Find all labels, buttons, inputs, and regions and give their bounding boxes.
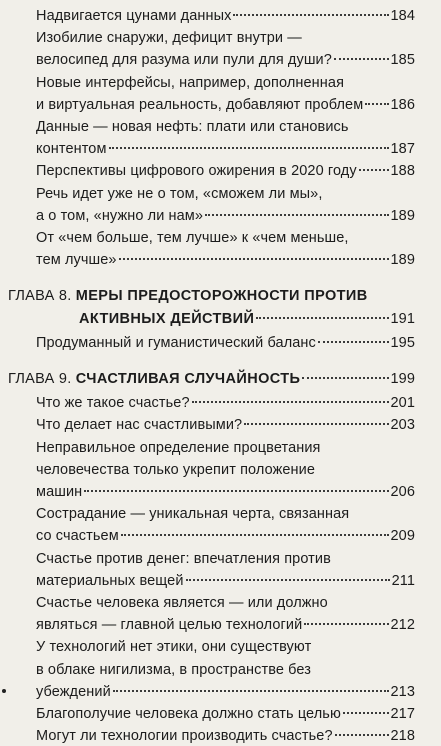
toc-entry-line xyxy=(36,549,415,569)
dot-leader xyxy=(335,734,389,736)
dot-leader xyxy=(318,341,389,343)
toc-entry xyxy=(36,682,415,702)
dot-leader xyxy=(119,258,389,260)
toc-entry xyxy=(36,615,415,635)
toc-entry-text: Данные — новая нефть: плати или становись xyxy=(36,119,349,135)
toc-page-number: 191 xyxy=(390,310,415,327)
dot-leader xyxy=(304,623,388,625)
toc-entry-line xyxy=(36,73,415,93)
toc-entry-text: являться — главной целью технологий xyxy=(36,617,303,634)
toc-entry-text: Счастье человека является — или должно xyxy=(36,595,328,611)
toc-entry-text: контентом xyxy=(36,141,107,158)
toc-entry xyxy=(36,726,415,746)
dot-leader xyxy=(233,14,388,16)
toc-entry xyxy=(36,571,415,591)
chapter-number: ГЛАВА 8. xyxy=(8,288,72,305)
toc-entry-text: со счастьем xyxy=(36,528,119,545)
toc-entry-line xyxy=(36,637,415,657)
toc-entry xyxy=(36,333,415,353)
toc-entry-text: велосипед для разума или пули для души? xyxy=(36,52,332,69)
toc-entry-line xyxy=(36,117,415,137)
toc-entry-text: Изобилие снаружи, дефицит внутри — xyxy=(36,30,302,47)
toc-entry xyxy=(36,6,415,26)
toc-page-number: 189 xyxy=(390,207,415,224)
toc-page-number: 189 xyxy=(390,252,415,269)
toc-entry-text: Что делает нас счастливыми? xyxy=(36,417,243,434)
toc-entry-line xyxy=(36,228,415,248)
toc-page-number: 213 xyxy=(390,683,415,700)
chapter-number: ГЛАВА 9. xyxy=(8,371,72,387)
toc-page-number: 209 xyxy=(390,528,415,545)
toc-entry-line xyxy=(36,438,415,458)
dot-leader xyxy=(343,712,389,714)
chapter-title: АКТИВНЫХ ДЕЙСТВИЙ xyxy=(79,310,255,327)
toc-entry-line xyxy=(36,593,415,613)
toc-page-number: 206 xyxy=(390,484,415,500)
chapter-heading-line xyxy=(8,286,415,306)
toc-entry-text: материальных вещей xyxy=(36,572,184,589)
toc-entry-text: Новые интерфейсы, например, дополненная xyxy=(36,74,345,91)
toc-entry-text: Что же такое счастье? xyxy=(36,395,190,412)
toc-entry-text: Надвигается цунами данных xyxy=(36,8,232,24)
toc-page-number: 199 xyxy=(390,371,415,387)
dot-leader xyxy=(192,401,389,403)
toc-entry-text: а о том, «нужно ли нам» xyxy=(36,207,204,224)
toc-entry-line xyxy=(36,184,415,204)
toc-entry xyxy=(36,139,415,159)
toc-entry-text: убеждений xyxy=(36,683,111,700)
dot-leader xyxy=(365,103,388,105)
toc-entry xyxy=(36,393,415,413)
toc-page-number: 188 xyxy=(390,163,415,180)
toc-entry xyxy=(36,206,415,226)
chapter-heading xyxy=(79,309,415,329)
toc-entry-text: Перспективы цифрового ожирения в 2020 году xyxy=(36,163,357,180)
toc-entry-text: У технологий нет этики, они существуют xyxy=(36,639,312,656)
toc-entry-text: Счастье против денег: впечатления против xyxy=(36,550,331,567)
dot-leader xyxy=(205,214,388,216)
toc-entry-text: Речь идет уже не о том, «сможем ли мы», xyxy=(36,185,323,202)
toc-entry-text: машин xyxy=(36,484,83,500)
toc-page-number: 218 xyxy=(390,728,415,745)
toc-entry xyxy=(36,50,415,70)
toc-entry-text: От «чем больше, тем лучше» к «чем меньше, xyxy=(36,230,349,246)
toc-entry xyxy=(36,415,415,435)
toc-page-number: 201 xyxy=(390,395,415,412)
dot-leader xyxy=(359,169,389,171)
toc-entry-text: и виртуальная реальность, добавляют проблем xyxy=(36,96,364,113)
toc-entry-line xyxy=(36,504,415,524)
toc-page-number: 195 xyxy=(390,334,415,351)
toc-entry-text: Благополучие человека должно стать целью xyxy=(36,706,341,722)
toc-entry xyxy=(36,161,415,181)
toc-entry xyxy=(36,482,415,502)
toc-page-number: 187 xyxy=(390,141,415,158)
toc-page-number: 217 xyxy=(390,706,415,722)
chapter-title: МЕРЫ ПРЕДОСТОРОЖНОСТИ ПРОТИВ xyxy=(75,288,368,305)
toc-entry-line xyxy=(36,28,415,48)
dot-leader xyxy=(244,423,388,425)
toc-page-number: 203 xyxy=(390,417,415,434)
page-mark xyxy=(2,689,6,693)
toc-entry xyxy=(36,95,415,115)
toc-page-number: 184 xyxy=(390,8,415,24)
toc-entry xyxy=(36,704,415,724)
toc-page-number: 186 xyxy=(390,96,415,113)
toc-entry-text: Продуманный и гуманистический баланс xyxy=(36,334,316,351)
toc-page-number: 212 xyxy=(390,617,415,634)
dot-leader xyxy=(186,579,390,581)
dot-leader xyxy=(84,490,388,492)
toc-page-number: 185 xyxy=(390,52,415,69)
toc-entry-text: Неправильное определение процветания xyxy=(36,439,321,456)
toc-entry xyxy=(36,526,415,546)
toc-entry-line xyxy=(36,460,415,480)
dot-leader xyxy=(113,690,389,692)
dot-leader xyxy=(109,147,389,149)
toc-entry-text: тем лучше» xyxy=(36,252,117,269)
dot-leader xyxy=(302,377,388,379)
dot-leader xyxy=(121,534,389,536)
dot-leader xyxy=(256,317,388,319)
toc-entry-text: человечества только укрепит положение xyxy=(36,461,316,478)
toc-entry-text: Могут ли технологии производить счастье? xyxy=(36,728,333,745)
toc-entry-line xyxy=(36,660,415,680)
dot-leader xyxy=(334,58,389,60)
toc-entry xyxy=(36,250,415,270)
chapter-heading xyxy=(8,369,415,389)
toc-page-number: 211 xyxy=(391,572,415,589)
chapter-title: СЧАСТЛИВАЯ СЛУЧАЙНОСТЬ xyxy=(75,371,301,387)
toc-entry-text: в облаке нигилизма, в пространстве без xyxy=(36,661,311,678)
toc-entry-text: Сострадание — уникальная черта, связанная xyxy=(36,506,350,523)
